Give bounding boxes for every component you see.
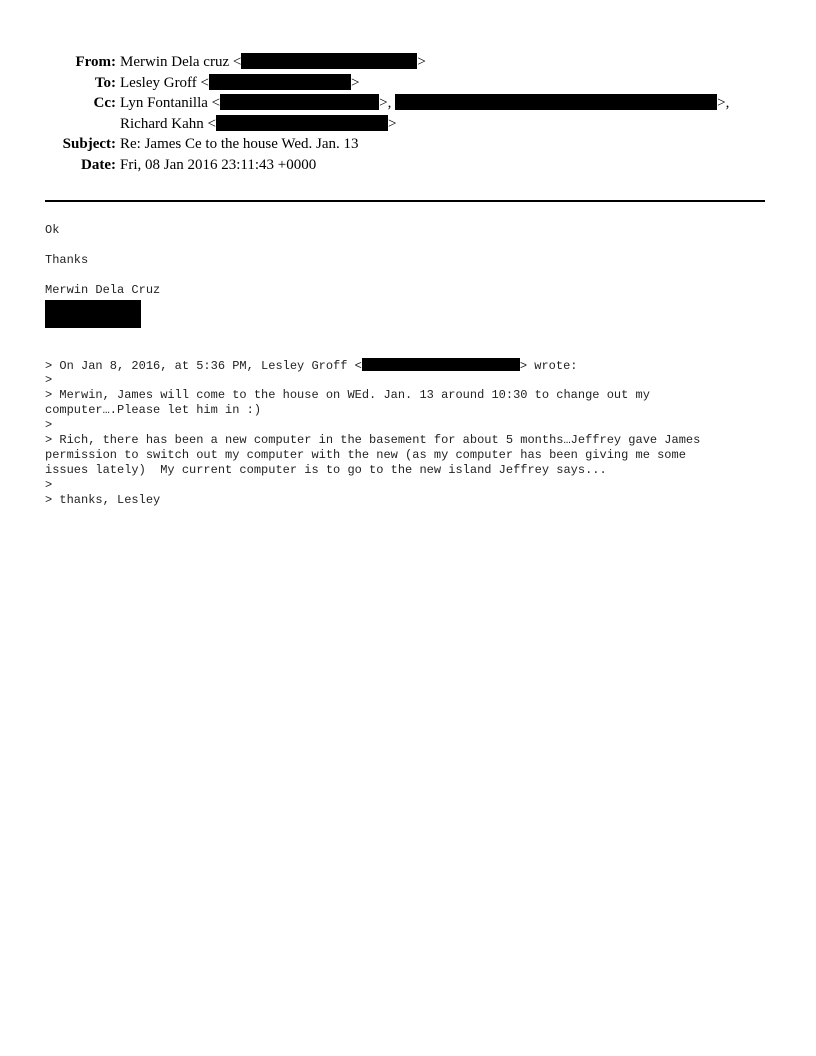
from-row bbox=[0, 52, 816, 73]
cc-name-2: Richard Kahn bbox=[120, 115, 204, 132]
quoted-line: > Rich, there has been a new computer in the basement for about 5 months…Jeffrey gave James bbox=[45, 433, 701, 447]
redaction-box bbox=[220, 94, 379, 110]
to-row bbox=[0, 73, 816, 94]
redaction-box bbox=[209, 74, 351, 90]
cc-name-1: Lyn Fontanilla bbox=[120, 95, 208, 111]
cc-value: Lyn Fontanilla < >, >, bbox=[120, 95, 730, 111]
date-label: Date: bbox=[81, 156, 116, 173]
to-name: Lesley Groff bbox=[120, 74, 197, 91]
from-value: Merwin Dela cruz < > bbox=[120, 54, 426, 70]
cc-row bbox=[0, 93, 816, 114]
email-header bbox=[0, 52, 816, 175]
body-line: Thanks bbox=[45, 253, 89, 267]
date-row bbox=[0, 155, 816, 176]
cc-label: Cc: bbox=[93, 95, 116, 111]
from-name: Merwin Dela cruz bbox=[120, 54, 230, 70]
quoted-line: issues lately) My current computer is to go to the new island Jeffrey says... bbox=[45, 463, 607, 477]
cc-value-continued: Richard Kahn < > bbox=[120, 115, 397, 132]
redaction-box bbox=[45, 300, 141, 328]
quoted-line: > bbox=[45, 373, 53, 387]
subject-label: Subject: bbox=[62, 136, 116, 152]
quoted-line: > Merwin, James will come to the house on WEd. Jan. 13 around 10:30 to change out my bbox=[45, 388, 650, 402]
subject-row bbox=[0, 134, 816, 155]
quoted-line: > bbox=[45, 418, 53, 432]
email-body bbox=[45, 223, 775, 508]
to-label: To: bbox=[94, 74, 116, 91]
date-value: Fri, 08 Jan 2016 23:11:43 +0000 bbox=[120, 156, 317, 173]
header-divider bbox=[45, 200, 765, 202]
redaction-box bbox=[241, 53, 417, 69]
quoted-line: > thanks, Lesley bbox=[45, 493, 161, 507]
quoted-line: computer….Please let him in :) bbox=[45, 403, 262, 417]
redaction-box bbox=[395, 94, 717, 110]
quote-intro: > On Jan 8, 2016, at 5:36 PM, Lesley Groff < > wrote: bbox=[45, 359, 578, 373]
quoted-line: permission to switch out my computer with the new (as my computer has been giving me some bbox=[45, 448, 686, 462]
cc-row-continued bbox=[0, 114, 816, 135]
to-value: Lesley Groff < > bbox=[120, 74, 360, 91]
quoted-line: > bbox=[45, 478, 53, 492]
redaction-box bbox=[216, 115, 388, 131]
from-label: From: bbox=[75, 54, 116, 70]
signature-name: Merwin Dela Cruz bbox=[45, 283, 161, 297]
subject-value: Re: James Ce to the house Wed. Jan. 13 bbox=[120, 136, 359, 152]
redaction-box bbox=[362, 358, 520, 371]
body-line: Ok bbox=[45, 223, 60, 237]
